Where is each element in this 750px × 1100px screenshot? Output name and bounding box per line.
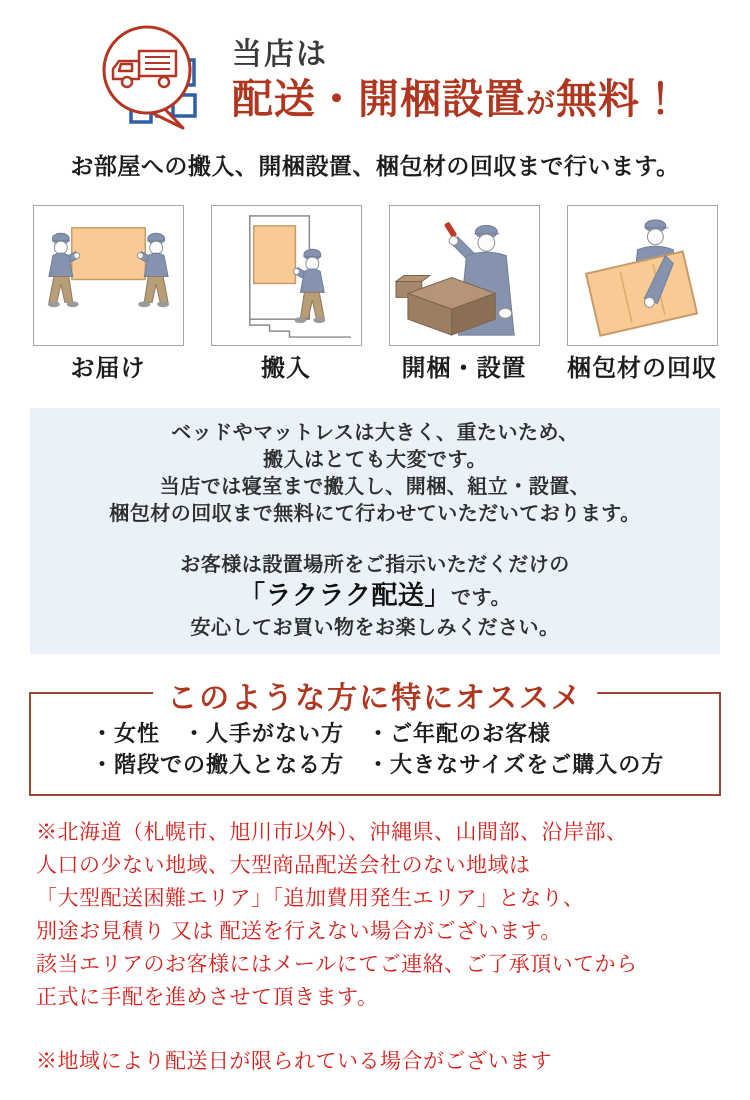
header-titles (232, 38, 682, 129)
info-line: 搬入はとても大変です。 (263, 449, 487, 471)
recommend-row: ・女性 ・人手がない方 ・ご年配のお客様 (91, 721, 552, 746)
rakuraku-rest: です。 (451, 587, 511, 609)
page-title (232, 74, 682, 129)
delivery-area-notes (36, 816, 750, 1078)
info-line: 安心してお買い物をお楽しみください。 (190, 617, 560, 639)
info-line: お客様は設置場所をご指示いただくだけの (180, 554, 570, 576)
note-line: 別途お見積り 又は 配送を行えない場合がございます。 (36, 919, 562, 943)
title-main: 配送・開梱設置 (232, 76, 526, 122)
step-label-unpack-setup: 開梱・設置 (401, 355, 527, 382)
illustration-worker-cardboard (567, 205, 718, 346)
step-label-carry-in: 搬入 (261, 355, 311, 382)
pre-title: 当店は (232, 38, 328, 71)
note-line: 該当エリアのお客様にはメールにてご連絡、ご了承頂いてから (36, 952, 638, 976)
step-label-delivery: お届け (70, 355, 146, 382)
rakuraku-strong: 「ラクラク配送」 (239, 580, 452, 610)
header-subtitle: お部屋への搬入、開梱設置、梱包材の回収まで行います。 (70, 153, 680, 179)
title-particle: が (526, 88, 557, 120)
step-packaging-collection (567, 205, 718, 384)
illustration-two-workers-carrying-box (33, 205, 184, 346)
service-steps (0, 205, 750, 384)
recommend-box (29, 682, 721, 796)
note-delivery-day: ※地域により配送日が限られている場合がございます (36, 1049, 552, 1073)
note-line: 「大型配送困難エリア」「追加費用発生エリア」となり、 (36, 886, 585, 910)
truck-speech-bubble-icon (90, 24, 218, 142)
illustration-worker-doorway (211, 205, 362, 346)
info-line: 梱包材の回収まで無料にて行わせていただいております。 (109, 503, 641, 525)
step-label-packaging-collection: 梱包材の回収 (567, 355, 717, 382)
illustration-worker-unpacking (389, 205, 540, 346)
header-section (0, 0, 750, 146)
recommend-row: ・階段での搬入となる方 ・大きなサイズをご購入の方 (91, 752, 665, 777)
step-carry-in (211, 205, 362, 384)
step-unpack-setup (389, 205, 540, 384)
step-delivery (33, 205, 184, 384)
info-line: ベッドやマットレスは大きく、重たいため、 (171, 422, 579, 444)
rakuraku-delivery-line (30, 579, 720, 615)
info-panel (30, 408, 720, 654)
note-line: 正式に手配を進めさせて頂きます。 (36, 985, 379, 1009)
note-line: 人口の少ない地域、大型商品配送会社のない地域は (36, 853, 531, 877)
note-line: ※北海道（札幌市、旭川市以外）、沖縄県、山間部、沿岸部、 (36, 820, 628, 844)
title-tail: 無料！ (556, 76, 683, 122)
recommend-title: このような方に特にオススメ (153, 673, 597, 717)
info-line: 当店では寝室まで搬入し、開梱、組立・設置、 (159, 476, 591, 498)
